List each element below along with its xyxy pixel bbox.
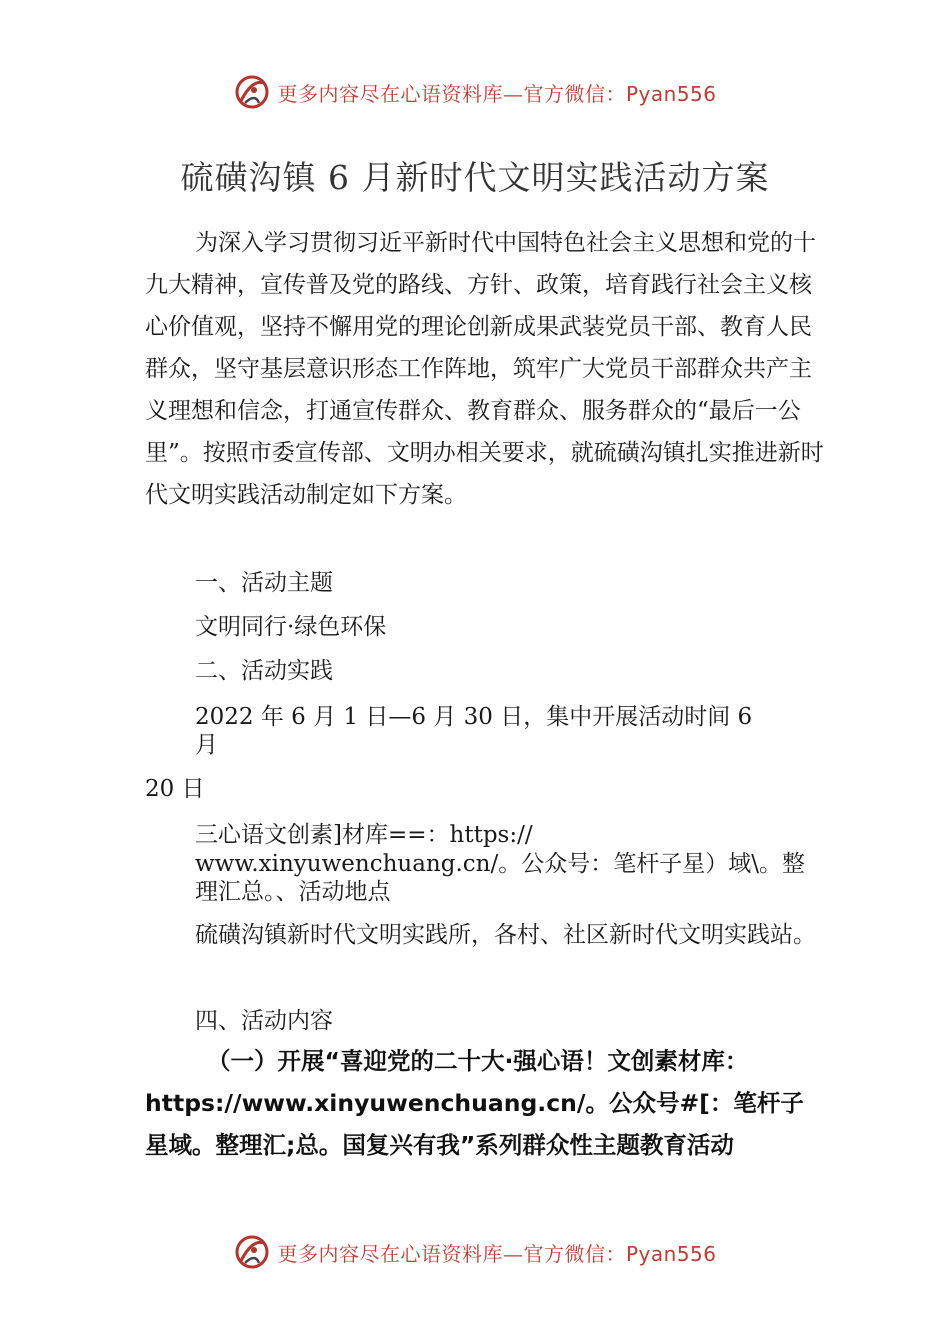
section4-subheading: [145, 1040, 825, 1166]
section3-line3: 理汇总。、活动地点: [195, 879, 391, 905]
logo-icon: [233, 1233, 271, 1271]
banner-wechat-id: Pyan556: [625, 81, 717, 106]
header-banner: [0, 72, 950, 112]
section1-content: 文明同行·绿色环保: [195, 614, 387, 640]
banner-text: 更多内容尽在心语资料库—官方微信：: [277, 81, 626, 106]
intro-paragraph: 为深入学习贯彻习近平新时代中国特色社会主义思想和党的十九大精神，宣传普及党的路线、方针、政策，培育践行社会主义核心价值观，坚持不懈用党的理论创新成果武装党员干部、教育人民群众，坚守基层意识形态工作阵地，筑牢广大党员干部群众共产主义理想和信念，打通宣传群众、教育群众、服务群众的“最后一公里”。按照市委宣传部、文明办相关要求，就硫磺沟镇扎实推进新时代文明实践活动制定如下方案。: [145, 230, 824, 508]
section2-line1: 2022 年 6 月 1 日—6 月 30 日，集中开展活动时间 6: [195, 704, 753, 730]
section3-content: 硫磺沟镇新时代文明实践所，各村、社区新时代文明实践站。: [195, 922, 816, 948]
section1-heading: 一、活动主题: [195, 570, 333, 596]
section2-line3: 20 日: [145, 776, 205, 802]
section3-line2: www.xinyuwenchuang.cn/。公众号：笔杆子星）域\。整: [195, 851, 805, 877]
banner-text: 更多内容尽在心语资料库—官方微信：: [277, 1241, 626, 1266]
page-title: 硫磺沟镇 6 月新时代文明实践活动方案: [180, 158, 770, 197]
footer-banner: [0, 1232, 950, 1272]
section4-subheading-rest: https://www.xinyuwenchuang.cn/。公众号#[：笔杆子星域。整理汇;总。国复兴有我”系列群众性主题教育活动: [145, 1089, 804, 1159]
section3-line1: 三心语文创素]材库==：https://: [195, 822, 533, 848]
section2-heading: 二、活动实践: [195, 658, 333, 684]
logo-icon: [233, 73, 271, 111]
section4-subheading-line1: （一）开展“喜迎党的二十大·强心语！文创素材库：: [207, 1047, 749, 1075]
section2-line2: 月: [195, 732, 218, 758]
section4-heading: 四、活动内容: [195, 1008, 333, 1034]
banner-wechat-id: Pyan556: [625, 1241, 717, 1266]
